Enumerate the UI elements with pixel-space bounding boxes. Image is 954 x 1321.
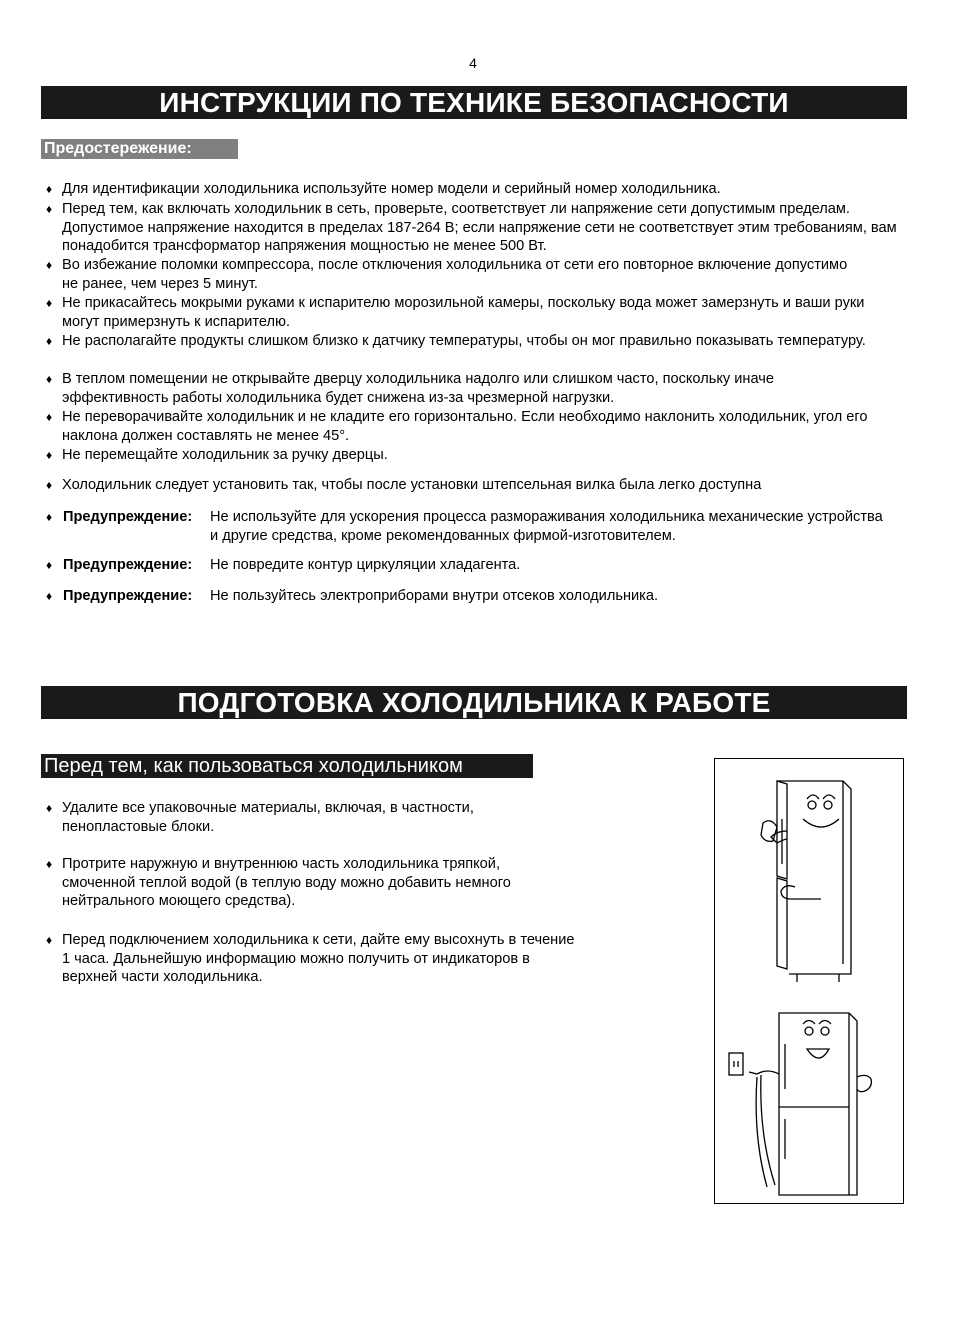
diamond-bullet-icon: ♦ xyxy=(46,372,53,386)
page-number: 4 xyxy=(469,55,477,71)
preparation-title: ПОДГОТОВКА ХОЛОДИЛЬНИКА К РАБОТЕ xyxy=(41,686,907,719)
safety-item-6: ♦ В теплом помещении не открывайте дверцу холодильника надолго или слишком часто, поскольку иначе эффективность работы холодильника будет снижена из-за чрезмерной нагрузки. xyxy=(46,371,774,406)
safety-item-7: ♦ Не переворачивайте холодильник и не кладите его горизонтально. Если необходимо наклонить холодильник, угол его наклона должен составлять не менее 45°. xyxy=(46,409,868,444)
warning-3: ♦ Предупреждение: Не пользуйтесь электроприборами внутри отсеков холодильника. xyxy=(46,588,659,604)
preparation-subtitle: Перед тем, как пользоваться холодильником xyxy=(41,754,533,778)
prep-item-1: ♦ Удалите все упаковочные материалы, включая, в частности, пенопластовые блоки. xyxy=(46,800,474,835)
warning-1: ♦ Предупреждение: Не используйте для ускорения процесса размораживания холодильника механические устройства и другие средства, кроме рекомендованных фирмой-изготовителем. xyxy=(46,509,883,544)
safety-item-3: ♦ Во избежание поломки компрессора, после отключения холодильника от сети его повторное включение допустимо не ранее, чем через 5 минут. xyxy=(46,257,848,292)
diamond-bullet-icon: ♦ xyxy=(46,202,53,216)
diamond-bullet-icon: ♦ xyxy=(46,558,53,572)
safety-item-5: ♦ Не располагайте продукты слишком близко к датчику температуры, чтобы он мог правильно показывать температуру. xyxy=(46,333,866,349)
warning-2: ♦ Предупреждение: Не повредите контур циркуляции хладагента. xyxy=(46,557,521,573)
diamond-bullet-icon: ♦ xyxy=(46,589,53,603)
caution-label: Предостережение: xyxy=(41,139,238,159)
diamond-bullet-icon: ♦ xyxy=(46,410,53,424)
diamond-bullet-icon: ♦ xyxy=(46,933,53,947)
diamond-bullet-icon: ♦ xyxy=(46,448,53,462)
safety-title: ИНСТРУКЦИИ ПО ТЕХНИКЕ БЕЗОПАСНОСТИ xyxy=(41,86,907,119)
safety-item-1: ♦ Для идентификации холодильника используйте номер модели и серийный номер холодильника. xyxy=(46,181,721,197)
diamond-bullet-icon: ♦ xyxy=(46,857,53,871)
diamond-bullet-icon: ♦ xyxy=(46,296,53,310)
fridge-illustration xyxy=(714,758,904,1204)
safety-item-8: ♦ Не перемещайте холодильник за ручку дверцы. xyxy=(46,447,388,463)
diamond-bullet-icon: ♦ xyxy=(46,510,53,524)
fridge-cartoon-icon xyxy=(715,759,903,1203)
diamond-bullet-icon: ♦ xyxy=(46,258,53,272)
safety-item-9: ♦ Холодильник следует установить так, чтобы после установки штепсельная вилка была легко доступна xyxy=(46,477,762,493)
diamond-bullet-icon: ♦ xyxy=(46,182,53,196)
prep-item-2: ♦ Протрите наружную и внутреннюю часть холодильника тряпкой, смоченной теплой водой (в теплую воду можно добавить немного нейтрального моющего средства). xyxy=(46,856,511,910)
diamond-bullet-icon: ♦ xyxy=(46,801,53,815)
safety-item-2: ♦ Перед тем, как включать холодильник в сеть, проверьте, соответствует ли напряжение сети допустимым пределам. Допустимое напряжение находится в пределах 187-264 В; если напряжение сети не соответствует этим требованиям, вам понадобится трансформатор напряжения мощностью не менее 500 Вт. xyxy=(46,201,897,255)
diamond-bullet-icon: ♦ xyxy=(46,478,53,492)
prep-item-3: ♦ Перед подключением холодильника к сети, дайте ему высохнуть в течение 1 часа. Дальнейшую информацию можно получить от индикаторов в верхней части холодильника. xyxy=(46,932,575,986)
diamond-bullet-icon: ♦ xyxy=(46,334,53,348)
safety-item-4: ♦ Не прикасайтесь мокрыми руками к испарителю морозильной камеры, поскольку вода может замерзнуть и ваши руки могут примерзнуть к испарителю. xyxy=(46,295,865,330)
